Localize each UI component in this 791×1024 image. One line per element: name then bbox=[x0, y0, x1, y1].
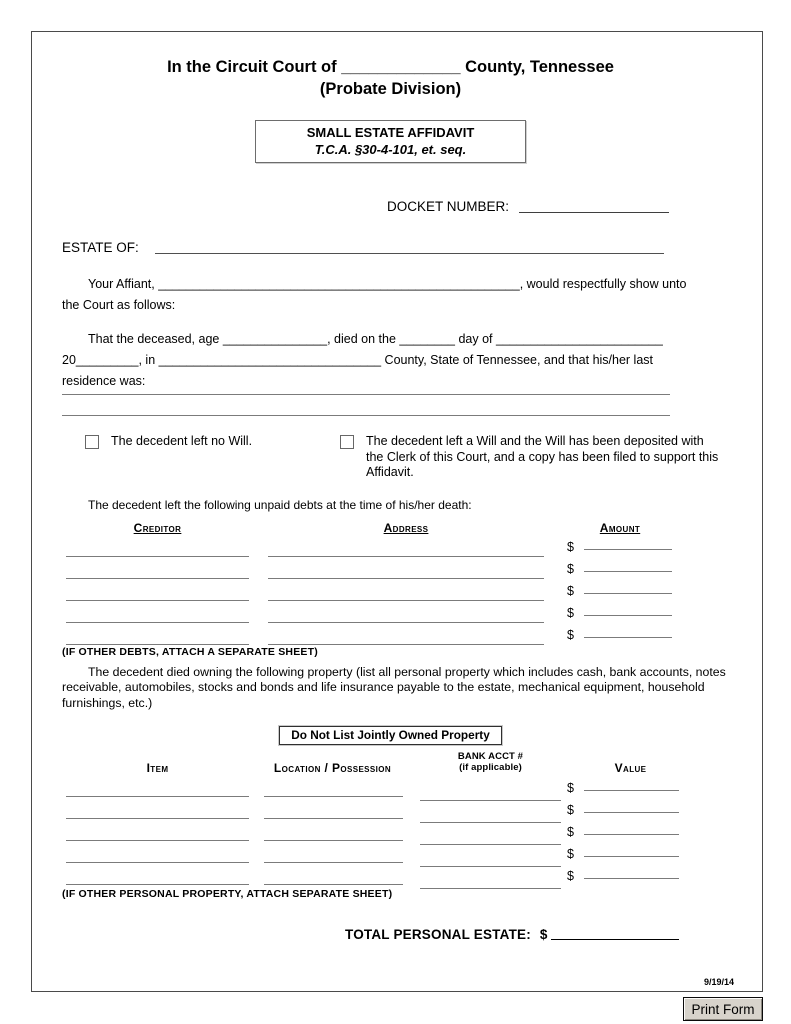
debts-table-row bbox=[62, 623, 719, 645]
value-dollar-sign: $ bbox=[567, 825, 574, 839]
amount-dollar-sign: $ bbox=[567, 561, 574, 576]
amount-field[interactable] bbox=[584, 593, 672, 594]
affiant-paragraph-line: the Court as follows: bbox=[62, 298, 176, 312]
total-personal-estate-field[interactable] bbox=[551, 939, 679, 940]
property-table-row bbox=[62, 863, 719, 885]
deceased-paragraph-line: That the deceased, age _______________, died on the ________ day of ________________________ bbox=[88, 332, 663, 346]
will-options-row bbox=[62, 434, 719, 481]
deceased-paragraph-line: residence was: bbox=[62, 374, 146, 388]
other-personal-property-note: (IF OTHER PERSONAL PROPERTY, ATTACH SEPARATE SHEET) bbox=[62, 888, 393, 900]
amount-dollar-sign: $ bbox=[567, 539, 574, 554]
property-paragraph-line: furnishings, etc.) bbox=[62, 695, 153, 710]
item-column-header: Item bbox=[146, 761, 169, 775]
value-column-header: Value bbox=[614, 761, 647, 775]
creditor-field[interactable] bbox=[66, 644, 249, 645]
property-table-row bbox=[62, 819, 719, 841]
no-will-checkbox[interactable] bbox=[85, 435, 99, 449]
affidavit-title: SMALL ESTATE AFFIDAVIT bbox=[306, 125, 475, 140]
property-paragraph bbox=[62, 664, 726, 712]
deceased-paragraph bbox=[62, 329, 719, 392]
form-page bbox=[31, 31, 763, 992]
location-field[interactable] bbox=[264, 884, 403, 885]
amount-field[interactable] bbox=[584, 571, 672, 572]
debts-table-row bbox=[62, 601, 719, 623]
property-table-rows bbox=[62, 775, 719, 885]
deceased-paragraph-line: 20_________, in ________________________________ County, State of Tennessee, and that his/her last bbox=[62, 353, 654, 367]
value-field[interactable] bbox=[584, 812, 679, 813]
print-form-button[interactable]: Print Form bbox=[683, 997, 763, 1021]
form-revision-date: 9/19/14 bbox=[703, 977, 734, 987]
debts-intro-text: The decedent left the following unpaid debts at the time of his/her death: bbox=[88, 497, 472, 512]
form-title bbox=[62, 56, 719, 100]
property-table-row bbox=[62, 775, 719, 797]
value-field[interactable] bbox=[584, 856, 679, 857]
debts-table-row bbox=[62, 535, 719, 557]
address-column-header: Address bbox=[383, 520, 429, 535]
affidavit-title-box bbox=[255, 120, 526, 163]
value-dollar-sign: $ bbox=[567, 781, 574, 795]
amount-dollar-sign: $ bbox=[567, 605, 574, 620]
will-deposited-option bbox=[340, 434, 722, 481]
jointly-owned-warning-box: Do Not List Jointly Owned Property bbox=[279, 726, 502, 745]
property-table-headers bbox=[62, 751, 719, 775]
value-dollar-sign: $ bbox=[567, 847, 574, 861]
estate-of-row bbox=[62, 240, 719, 255]
amount-field[interactable] bbox=[584, 549, 672, 550]
docket-number-label: DOCKET NUMBER: bbox=[386, 199, 509, 214]
value-dollar-sign: $ bbox=[567, 869, 574, 883]
debts-table-rows bbox=[62, 535, 719, 645]
value-field[interactable] bbox=[584, 834, 679, 835]
property-table-row bbox=[62, 797, 719, 819]
bank-acct-header-line2: (if applicable) bbox=[459, 762, 522, 773]
property-paragraph-line: The decedent died owning the following property (list all personal property which includes cash, bank accounts, notes bbox=[88, 664, 726, 679]
creditor-column-header: Creditor bbox=[133, 520, 182, 535]
no-will-option bbox=[85, 434, 340, 481]
bank-acct-column-header bbox=[418, 751, 563, 773]
affiant-paragraph-line: Your Affiant, ____________________________________________________, would respectfully show unto bbox=[88, 277, 687, 291]
amount-field[interactable] bbox=[584, 615, 672, 616]
will-deposited-label: The decedent left a Will and the Will has been deposited with the Clerk of this Court, and a copy has been filed to support this Affidavit. bbox=[366, 434, 719, 479]
property-paragraph-line: receivable, automobiles, stocks and bonds and life insurance payable to the estate, mechanical equipment, household bbox=[62, 680, 705, 694]
estate-of-field[interactable] bbox=[155, 253, 664, 254]
bank-acct-header-line1: BANK ACCT # bbox=[457, 751, 524, 762]
amount-field[interactable] bbox=[584, 637, 672, 638]
bank-acct-field[interactable] bbox=[420, 888, 561, 889]
value-field[interactable] bbox=[584, 790, 679, 791]
debts-table-row bbox=[62, 557, 719, 579]
property-table-row bbox=[62, 841, 719, 863]
estate-of-label: ESTATE OF: bbox=[62, 240, 139, 255]
affiant-paragraph bbox=[62, 274, 719, 316]
affidavit-statute: T.C.A. §30-4-101, et. seq. bbox=[314, 142, 467, 157]
amount-dollar-sign: $ bbox=[567, 627, 574, 642]
total-personal-estate-row bbox=[62, 927, 719, 942]
residence-field-line-2[interactable] bbox=[62, 415, 670, 416]
amount-dollar-sign: $ bbox=[567, 583, 574, 598]
amount-column-header: Amount bbox=[599, 520, 641, 535]
form-title-line1: In the Circuit Court of _____________ County, Tennessee bbox=[167, 58, 614, 76]
property-table bbox=[62, 751, 719, 885]
docket-row bbox=[62, 199, 719, 214]
debts-table-row bbox=[62, 579, 719, 601]
debts-table-headers bbox=[62, 519, 719, 535]
will-deposited-checkbox[interactable] bbox=[340, 435, 354, 449]
value-dollar-sign: $ bbox=[567, 803, 574, 817]
total-dollar-sign: $ bbox=[539, 927, 548, 942]
debts-table bbox=[62, 519, 719, 645]
value-field[interactable] bbox=[584, 878, 679, 879]
form-title-line2: (Probate Division) bbox=[319, 80, 462, 98]
residence-field-line-1[interactable] bbox=[62, 394, 670, 395]
address-field[interactable] bbox=[268, 644, 544, 645]
docket-number-field[interactable] bbox=[519, 212, 669, 213]
total-personal-estate-label: TOTAL PERSONAL ESTATE: bbox=[345, 927, 531, 942]
other-debts-note: (IF OTHER DEBTS, ATTACH A SEPARATE SHEET) bbox=[62, 645, 318, 658]
no-will-label: The decedent left no Will. bbox=[111, 434, 253, 448]
location-column-header: Location / Possession bbox=[273, 761, 392, 775]
item-field[interactable] bbox=[66, 884, 249, 885]
